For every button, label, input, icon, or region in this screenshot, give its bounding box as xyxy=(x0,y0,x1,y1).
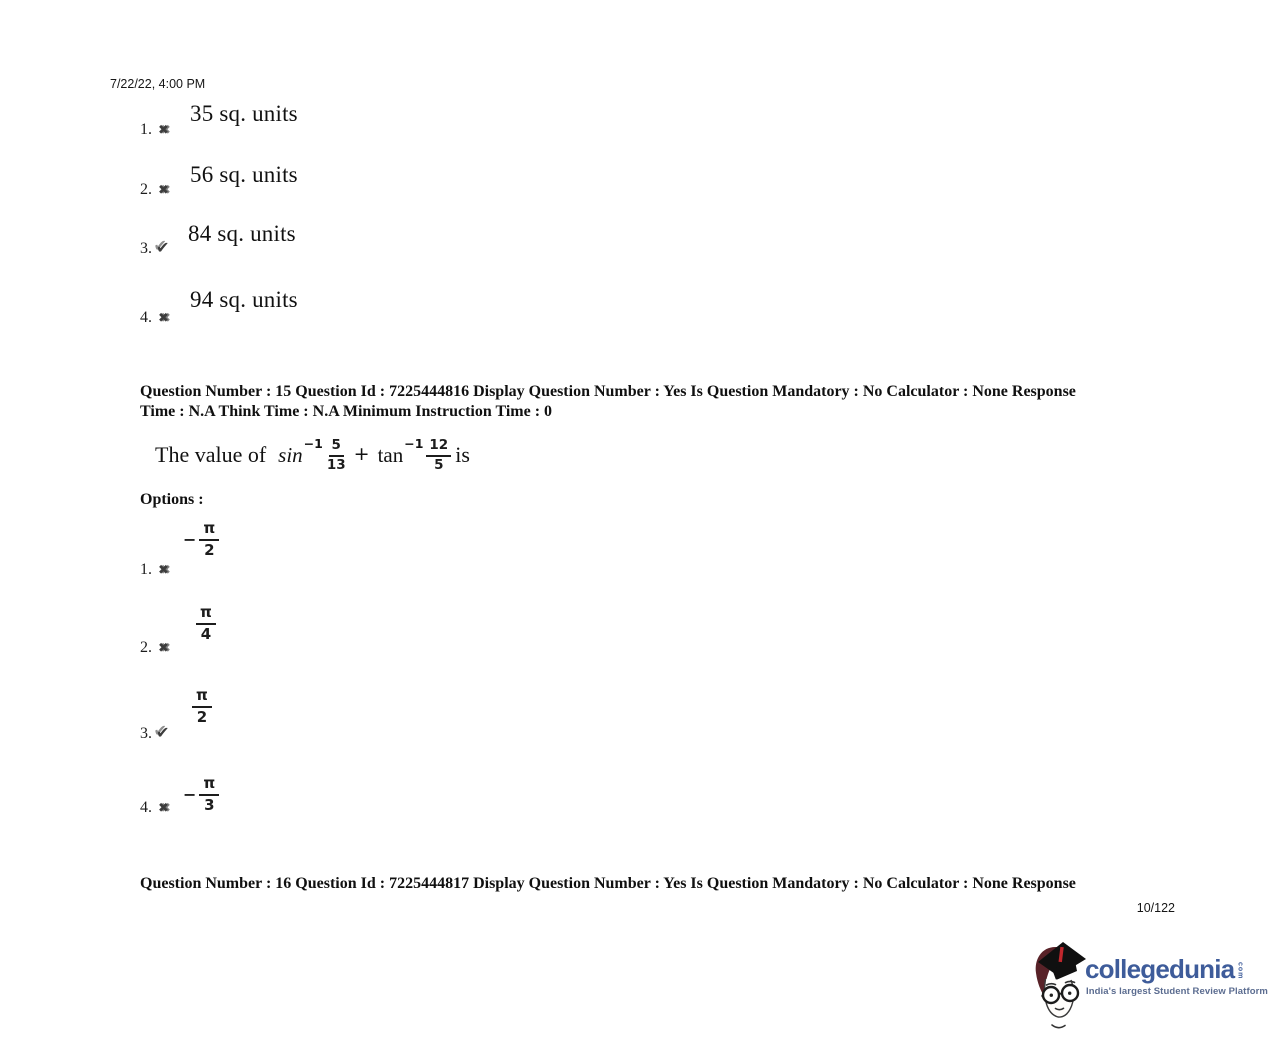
answer-option-row xyxy=(140,162,298,198)
question-16-metadata xyxy=(140,874,1240,894)
option-label xyxy=(140,309,169,327)
option-text: 35 sq. units xyxy=(190,101,298,126)
fraction-numerator: π xyxy=(199,774,219,796)
brand-name: collegedunia xyxy=(1085,954,1235,984)
incorrect-cross-icon: ✖ xyxy=(158,801,169,816)
brand-tld: com xyxy=(1236,962,1244,980)
option-label xyxy=(140,639,169,657)
option-text: 84 sq. units xyxy=(188,221,296,246)
option-value xyxy=(183,774,219,815)
options-label: Options : xyxy=(140,491,204,508)
metadata-line: Question Number : 15 Question Id : 7225444816 Display Question Number : Yes Is Question Mandatory : No Calculator : None Response xyxy=(140,383,1076,400)
collegedunia-logo xyxy=(1030,938,1268,1036)
option-value xyxy=(192,686,212,727)
fraction-numerator: π xyxy=(199,519,219,541)
brand-tagline: India's largest Student Review Platform xyxy=(1086,986,1268,997)
fraction-12-5 xyxy=(426,437,451,472)
option-label xyxy=(140,238,169,258)
option-label xyxy=(140,121,169,139)
option-number: 4. xyxy=(140,309,152,326)
question-suffix: is xyxy=(455,442,470,467)
fraction-pi-2 xyxy=(192,686,212,727)
fraction-denominator: 3 xyxy=(204,795,215,814)
question-prefix: The value of xyxy=(155,442,267,467)
incorrect-cross-icon: ✖ xyxy=(158,123,169,138)
inverse-superscript: −1 xyxy=(404,436,424,451)
fraction-pi-3 xyxy=(199,774,219,815)
fraction-denominator: 5 xyxy=(434,456,444,473)
minus-sign: − xyxy=(183,784,197,804)
option-number: 2. xyxy=(140,639,152,656)
question-15-text xyxy=(155,435,470,475)
tan-function: tan xyxy=(377,442,404,467)
option-text: 56 sq. units xyxy=(190,162,298,187)
inverse-superscript: −1 xyxy=(303,436,323,451)
option-label xyxy=(140,723,169,743)
option-text: 94 sq. units xyxy=(190,287,298,312)
fraction-numerator: 12 xyxy=(426,437,451,456)
answer-option-row xyxy=(140,221,296,257)
collegedunia-mascot-icon xyxy=(1030,938,1088,1033)
incorrect-cross-icon: ✖ xyxy=(158,183,169,198)
metadata-line: Question Number : 16 Question Id : 7225444817 Display Question Number : Yes Is Question Mandatory : No Calculator : None Response xyxy=(140,875,1076,892)
fraction-numerator: π xyxy=(196,603,216,625)
option-number: 3. xyxy=(140,240,152,257)
minus-sign: − xyxy=(183,529,197,549)
correct-check-icon: ✔ xyxy=(156,723,170,742)
option-label xyxy=(140,561,169,579)
option-value xyxy=(196,603,216,644)
fraction-denominator: 2 xyxy=(196,707,208,726)
option-number: 4. xyxy=(140,799,152,816)
option-number: 3. xyxy=(140,725,152,742)
correct-check-icon: ✔ xyxy=(156,238,170,257)
fraction-pi-4 xyxy=(196,603,216,644)
fraction-numerator: π xyxy=(192,686,212,708)
print-timestamp: 7/22/22, 4:00 PM xyxy=(110,77,206,91)
brand-wordmark xyxy=(1085,954,1243,985)
sin-function: sin xyxy=(278,442,303,467)
option-number: 1. xyxy=(140,121,152,138)
option-number: 2. xyxy=(140,181,152,198)
fraction-denominator: 4 xyxy=(200,624,212,643)
question-15-metadata xyxy=(140,382,1240,422)
option-label xyxy=(140,181,169,199)
fraction-pi-2 xyxy=(199,519,219,560)
option-value xyxy=(183,519,219,560)
incorrect-cross-icon: ✖ xyxy=(158,563,169,578)
plus-operator: + xyxy=(353,443,370,465)
option-number: 1. xyxy=(140,561,152,578)
incorrect-cross-icon: ✖ xyxy=(158,641,169,656)
fraction-numerator: 5 xyxy=(329,437,344,456)
answer-option-row xyxy=(140,101,298,138)
fraction-denominator: 13 xyxy=(326,456,346,473)
answer-option-row xyxy=(140,287,298,326)
metadata-line: Time : N.A Think Time : N.A Minimum Instruction Time : 0 xyxy=(140,403,553,420)
option-label xyxy=(140,799,169,817)
incorrect-cross-icon: ✖ xyxy=(158,311,169,326)
page-indicator: 10/122 xyxy=(1136,901,1175,915)
fraction-denominator: 2 xyxy=(204,540,215,559)
fraction-5-13 xyxy=(327,437,346,472)
